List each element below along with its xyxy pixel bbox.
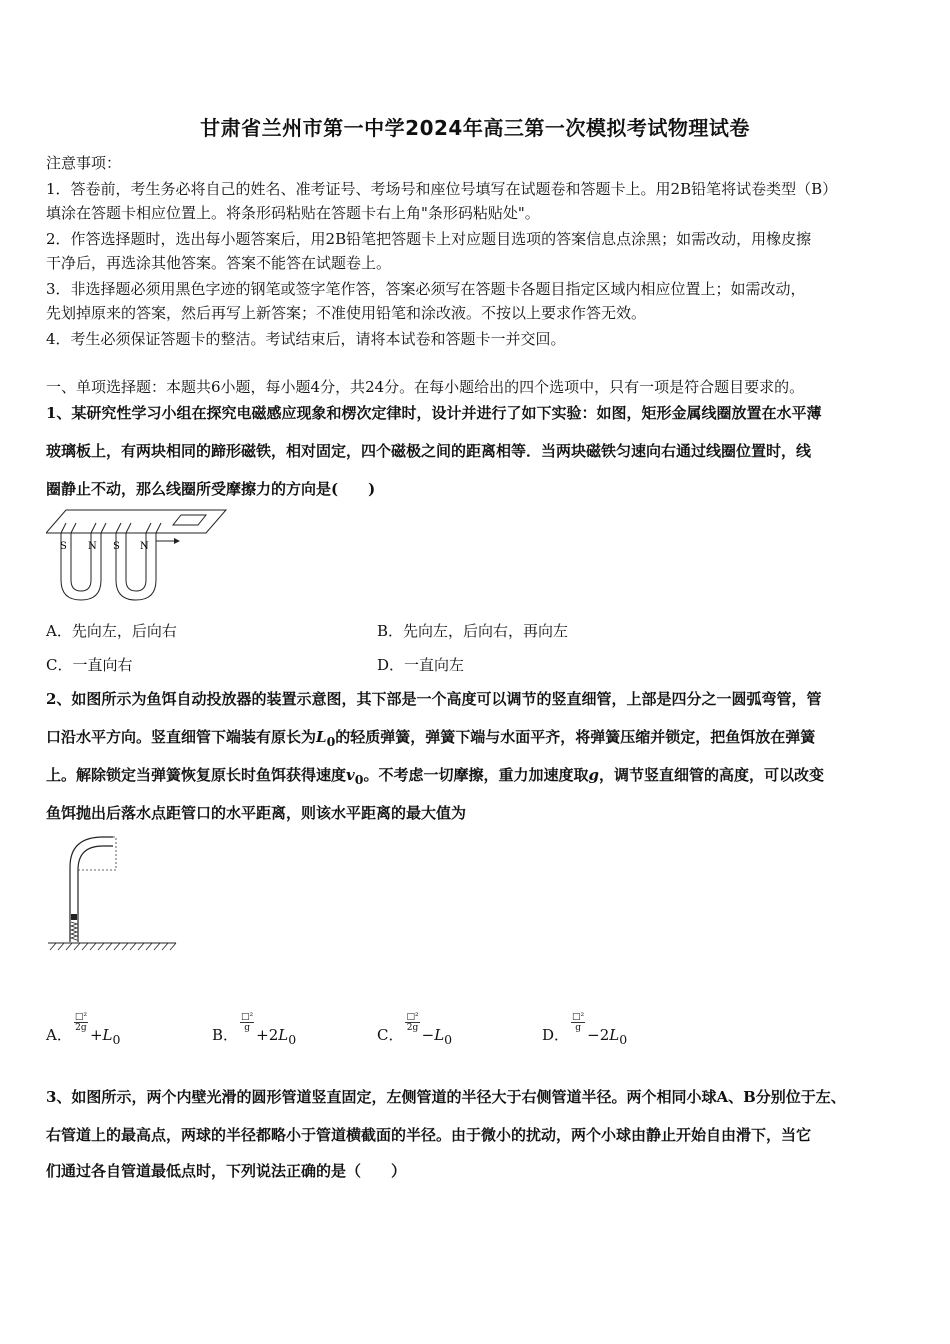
- notice-line: 填涂在答题卡相应位置上。将条形码粘贴在答题卡右上角"条形码粘贴处"。: [46, 204, 540, 222]
- q3-text: 右管道上的最高点，两球的半径都略小于管道横截面的半径。由于微小的扰动，两个小球由静止开始自由滑下，当它: [46, 1126, 812, 1144]
- q1-text: 圈静止不动，那么线圈所受摩擦力的方向是( ): [46, 480, 376, 498]
- notice-heading: 注意事项：: [46, 154, 122, 172]
- q2-option-d[interactable]: D． $\frac{\text{□²}}{g}$ $-2L_0$: [542, 1011, 628, 1047]
- q1-option-a[interactable]: A．先向左，后向右: [46, 622, 177, 640]
- fraction: $\frac{\text{□²}}{2g}$: [406, 1011, 419, 1033]
- q2-option-b[interactable]: B． $\frac{\text{□²}}{g}$ $+2L_0$: [212, 1011, 297, 1047]
- q1-magnet-figure: [46, 505, 231, 605]
- q2-text: 口沿水平方向。竖直细管下端装有原长为$L_0$的轻质弹簧，弹簧下端与水面平齐，将弹簧压缩并锁定，把鱼饵放在弹簧: [46, 728, 816, 749]
- pole-label: N: [140, 541, 149, 552]
- pole-label: S: [60, 541, 67, 552]
- q3-text: 3、如图所示，两个内壁光滑的圆形管道竖直固定，左侧管道的半径大于右侧管道半径。两个相同小球A、B分别位于左、: [46, 1088, 846, 1106]
- q2-option-c[interactable]: C． $\frac{\text{□²}}{2g}$ $-L_0$: [377, 1011, 453, 1047]
- q3-text: 们通过各自管道最低点时，下列说法正确的是（ ）: [46, 1162, 407, 1180]
- q1-option-b[interactable]: B．先向左，后向右，再向左: [377, 622, 569, 640]
- notice-line: 4．考生必须保证答题卡的整洁。考试结束后，请将本试卷和答题卡一并交回。: [46, 330, 566, 348]
- q1-option-d[interactable]: D．一直向左: [377, 656, 465, 674]
- section-heading: 一、单项选择题：本题共6小题，每小题4分，共24分。在每小题给出的四个选项中，只有一项是符合题目要求的。: [46, 378, 805, 396]
- q2-text: 2、如图所示为鱼饵自动投放器的装置示意图，其下部是一个高度可以调节的竖直细管，上部是四分之一圆弧弯管，管: [46, 690, 822, 708]
- notice-line: 1．答卷前，考生务必将自己的姓名、准考证号、考场号和座位号填写在试题卷和答题卡上。用2B铅笔将试卷类型（B）: [46, 180, 838, 198]
- pole-label: S: [113, 541, 120, 552]
- notice-line: 3．非选择题必须用黑色字迹的钢笔或签字笔作答，答案必须写在答题卡各题目指定区域内相应位置上；如需改动，: [46, 280, 806, 298]
- q1-text: 玻璃板上，有两块相同的蹄形磁铁，相对固定，四个磁极之间的距离相等．当两块磁铁匀速向右通过线圈位置时，线: [46, 442, 812, 460]
- q2-text: 上。解除锁定当弹簧恢复原长时鱼饵获得速度$v_0$。不考虑一切摩擦，重力加速度取g，调节竖直细管的高度，可以改变: [46, 766, 824, 787]
- q2-feeder-figure: [48, 832, 183, 957]
- q2-text: 鱼饵抛出后落水点距管口的水平距离，则该水平距离的最大值为: [46, 804, 467, 822]
- q2-option-a[interactable]: A． $\frac{\text{□²}}{2g}$ $+L_0$: [46, 1011, 121, 1047]
- page-title: 甘肃省兰州市第一中学2024年高三第一次模拟考试物理试卷: [200, 116, 750, 140]
- notice-line: 干净后，再选涂其他答案。答案不能答在试题卷上。: [46, 254, 392, 272]
- notice-line: 2．作答选择题时，选出每小题答案后，用2B铅笔把答题卡上对应题目选项的答案信息点涂黑；如需改动，用橡皮擦: [46, 230, 812, 248]
- fraction: $\frac{\text{□²}}{g}$: [572, 1011, 585, 1033]
- pole-label: N: [88, 541, 97, 552]
- fraction: $\frac{\text{□²}}{2g}$: [74, 1011, 87, 1033]
- q1-text: 1、某研究性学习小组在探究电磁感应现象和楞次定律时，设计并进行了如下实验：如图，矩形金属线圈放置在水平薄: [46, 404, 822, 422]
- notice-line: 先划掉原来的答案，然后再写上新答案；不准使用铅笔和涂改液。不按以上要求作答无效。: [46, 304, 647, 322]
- q1-option-c[interactable]: C．一直向右: [46, 656, 133, 674]
- fraction: $\frac{\text{□²}}{g}$: [241, 1011, 254, 1033]
